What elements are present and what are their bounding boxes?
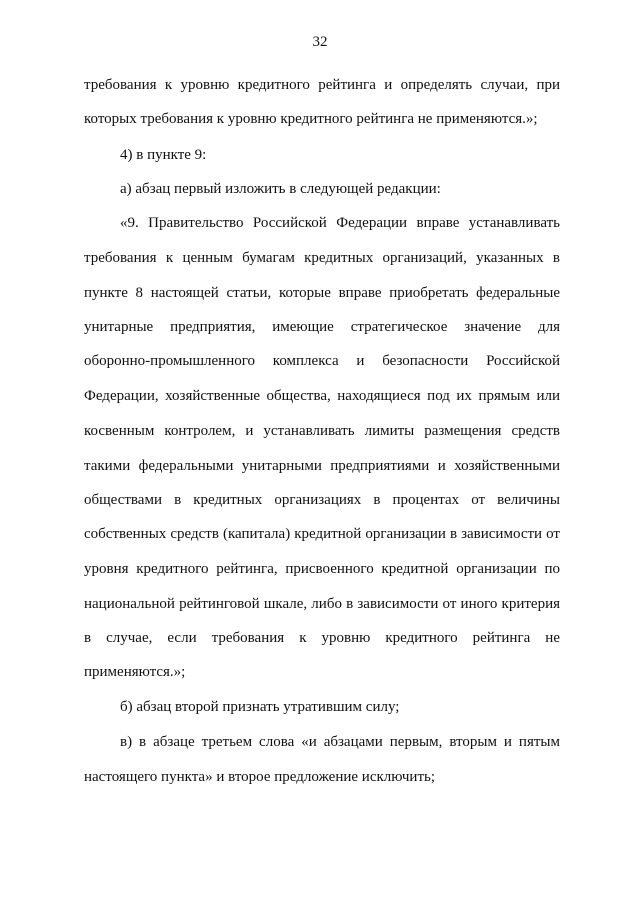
text-line: которых требования к уровню кредитного рейтинга не применяются.»;: [84, 111, 538, 127]
text-line: «9. Правительство Российской Федерации вправе устанавливать: [120, 215, 560, 231]
text-line: настоящего пункта» и второе предложение исключить;: [84, 769, 436, 785]
text-line: а) абзац первый изложить в следующей редакции:: [120, 181, 441, 197]
text-line: национальной рейтинговой шкале, либо в зависимости от иного критерия: [84, 596, 560, 612]
text-line: косвенным контролем, и устанавливать лимиты размещения средств: [84, 423, 560, 439]
text-line: 4) в пункте 9:: [120, 147, 207, 163]
text-line: в случае, если требования к уровню кредитного рейтинга не: [84, 630, 560, 646]
text-line: собственных средств (капитала) кредитной организации в зависимости от: [84, 526, 560, 542]
text-line: унитарные предприятия, имеющие стратегическое значение для: [84, 319, 560, 335]
text-line: оборонно-промышленного комплекса и безопасности Российской: [84, 353, 560, 369]
text-line: обществами в кредитных организациях в процентах от величины: [84, 492, 560, 508]
text-line: б) абзац второй признать утратившим силу;: [120, 699, 400, 715]
text-line: применяются.»;: [84, 664, 186, 680]
text-line: уровня кредитного рейтинга, присвоенного кредитной организации по: [84, 561, 560, 577]
text-line: такими федеральными унитарными предприятиями и хозяйственными: [84, 458, 560, 474]
text-line: требования к уровню кредитного рейтинга и определять случаи, при: [84, 77, 560, 93]
text-line: требования к ценным бумагам кредитных организаций, указанных в: [84, 250, 560, 266]
text-line: в) в абзаце третьем слова «и абзацами первым, вторым и пятым: [120, 734, 560, 750]
text-line: пункте 8 настоящей статьи, которые вправе приобретать федеральные: [84, 285, 560, 301]
page-number: 32: [312, 34, 328, 50]
text-line: Федерации, хозяйственные общества, находящиеся под их прямым или: [84, 388, 560, 404]
